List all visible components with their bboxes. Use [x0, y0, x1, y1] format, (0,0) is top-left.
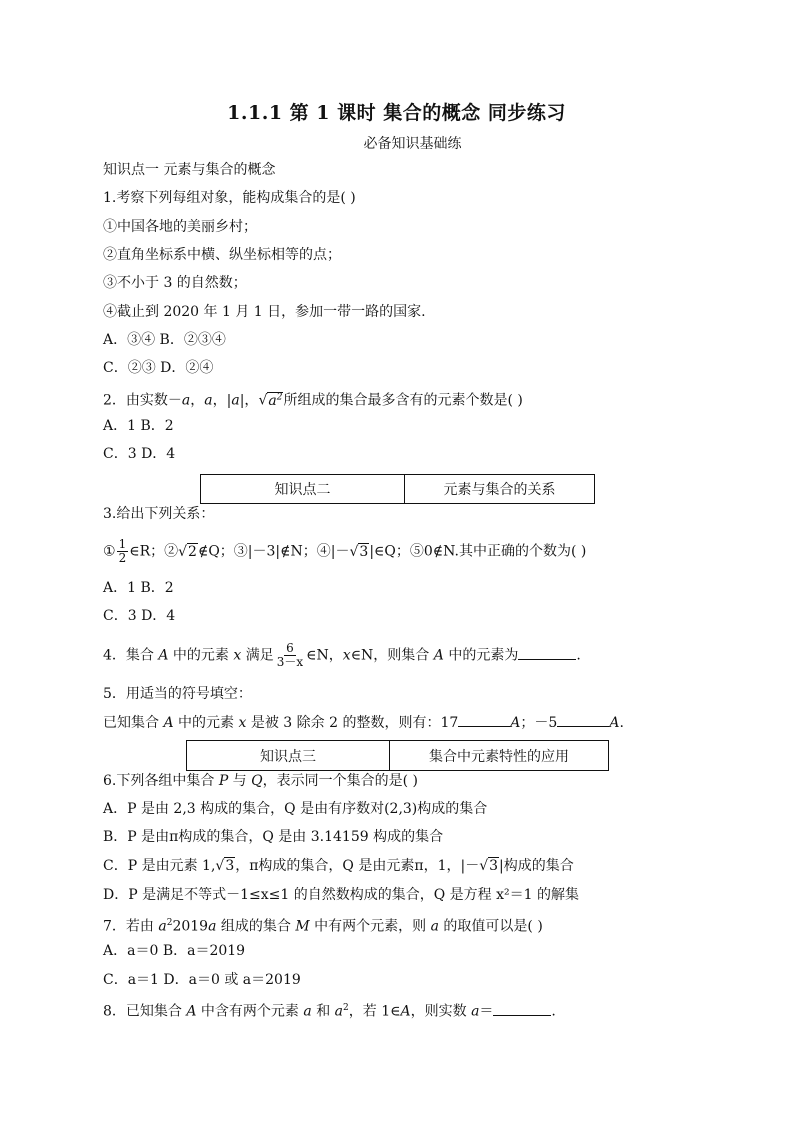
- question-2-options-ab: A．1 B．2: [103, 418, 174, 434]
- question-1-item-4: ④截止到 2020 年 1 月 1 日，参加一带一路的国家.: [103, 304, 426, 320]
- sqrt-3: √3: [479, 858, 499, 874]
- question-8: 8．已知集合 A 中含有两个元素 a 和 $a^2$，若 1∈A，则实数 a＝ .: [103, 998, 556, 1022]
- section-heading-1: 知识点一 元素与集合的概念: [103, 162, 276, 178]
- page-subtitle: 必备知识基础练: [363, 136, 462, 152]
- question-1-item-3: ③不小于 3 的自然数；: [103, 275, 247, 291]
- question-1-options-cd: C．②③ D．②④: [103, 360, 214, 376]
- question-1-options-ab: A．③④ B．②③④: [103, 332, 226, 348]
- question-5-body: 已知集合 A 中的元素 x 是被 3 除余 2 的整数，则有：17 A；－5 A.: [103, 712, 624, 733]
- knowledge-point-3-title: 集合中元素特性的应用: [389, 741, 608, 770]
- question-2-stem: 2．由实数－a，a，|a|，$√a^2$所组成的集合最多含有的元素个数是( ): [103, 387, 523, 411]
- sqrt-3: √3: [349, 543, 369, 560]
- sqrt-3: √3: [215, 858, 235, 874]
- question-3-stem: 3.给出下列关系：: [103, 506, 215, 522]
- sqrt-2: √2: [178, 543, 197, 560]
- question-7-options-ab: A．a＝0 B．a＝2019: [103, 943, 246, 959]
- question-1-item-1: ①中国各地的美丽乡村；: [103, 219, 257, 235]
- question-7-options-cd: C．a＝1 D．a＝0 或 a＝2019: [103, 972, 301, 988]
- question-6-stem: 6.下列各组中集合 P 与 Q，表示同一个集合的是( ): [103, 773, 418, 789]
- question-7-stem: 7．若由 $a^22019a$ 组成的集合 M 中有两个元素，则 a 的取值可以是( ): [103, 918, 543, 935]
- question-3-relations: ① $\frac{1}{2}$ ∈R；②√2∉Q；③|－3|∉N；④|－√3|∈Q；⑤0∉N.其中正确的个数为( ): [103, 537, 587, 565]
- knowledge-point-2-title: 元素与集合的关系: [404, 475, 594, 503]
- question-6-option-d: D．P 是满足不等式－1≤x≤1 的自然数构成的集合，Q 是方程 x²＝1 的解集: [103, 887, 579, 903]
- question-3-options-cd: C．3 D．4: [103, 608, 176, 624]
- answer-blank[interactable]: [557, 712, 609, 727]
- answer-blank[interactable]: [493, 1001, 551, 1016]
- question-6-option-b: B．P 是由π构成的集合，Q 是由 3.14159 构成的集合: [103, 829, 444, 845]
- knowledge-point-2-box: [200, 474, 595, 504]
- knowledge-point-3-box: [186, 740, 609, 771]
- question-1-item-2: ②直角坐标系中横、纵坐标相等的点；: [103, 247, 341, 263]
- question-3-options-ab: A．1 B．2: [103, 580, 174, 596]
- question-2-options-cd: C．3 D．4: [103, 446, 176, 462]
- knowledge-point-2-label: 知识点二: [274, 482, 331, 498]
- sqrt-a-squared: $√a^2$: [258, 392, 283, 409]
- fraction-one-half: $\frac{1}{2}$: [118, 537, 127, 565]
- page-title: 1.1.1 第 1 课时 集合的概念 同步练习: [227, 102, 566, 124]
- answer-blank[interactable]: [518, 645, 576, 660]
- question-5-stem: 5．用适当的符号填空：: [103, 686, 252, 702]
- question-6-option-c: C．P 是由元素 1,√3，π构成的集合，Q 是由元素π，1，|－√3|构成的集合: [103, 858, 574, 874]
- question-1-stem: 1.考察下列每组对象，能构成集合的是( ): [103, 190, 356, 206]
- question-4: 4．集合 A 中的元素 x 满足 $\frac{6}{3-x}$ ∈N，x∈N，则集合 A 中的元素为 .: [103, 641, 581, 669]
- answer-blank[interactable]: [458, 712, 510, 727]
- knowledge-point-3-label: 知识点三: [260, 748, 316, 765]
- question-6-option-a: A．P 是由 2,3 构成的集合，Q 是由有序数对(2,3)构成的集合: [103, 801, 488, 817]
- fraction-6-over-3-minus-x: $\frac{6}{3-x}$: [276, 641, 304, 669]
